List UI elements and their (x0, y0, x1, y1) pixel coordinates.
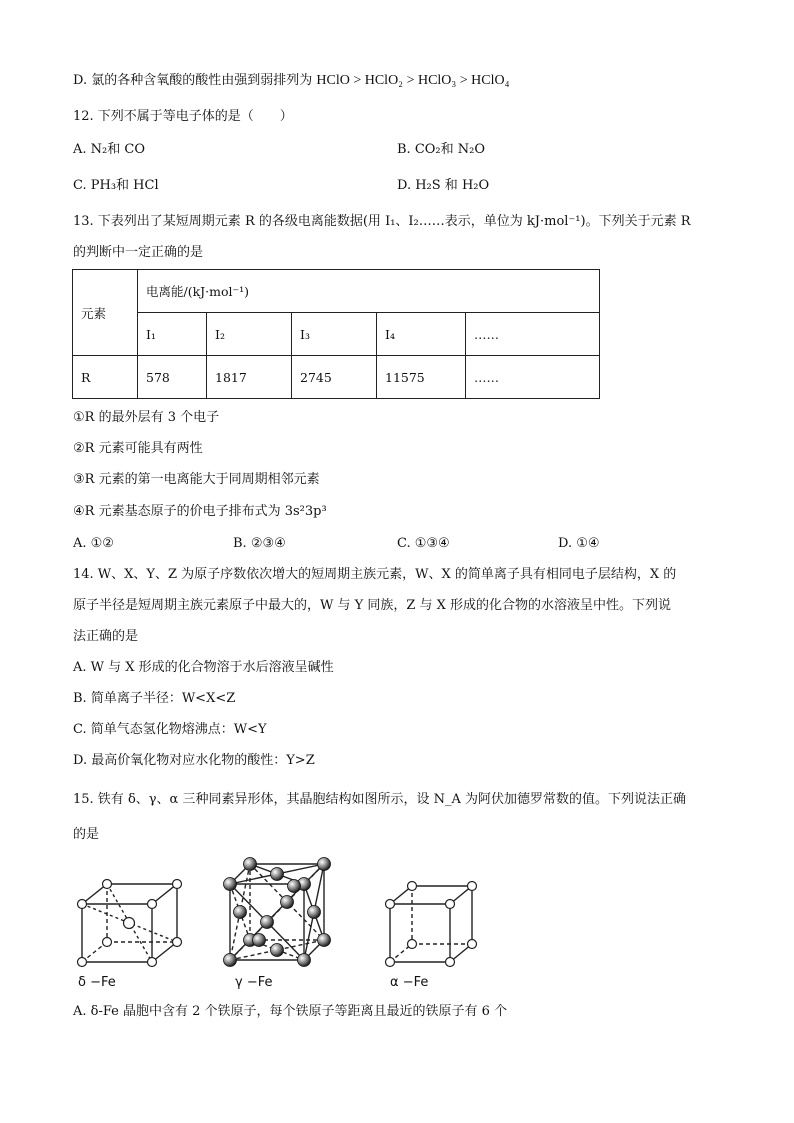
table-cell: I₃ (292, 313, 377, 356)
table-cell: 2745 (292, 356, 377, 399)
atom (261, 916, 274, 929)
option-text: 氯的各种含氧酸的酸性由强到弱排列为 (91, 73, 313, 88)
atom (446, 958, 455, 967)
table-header-energy: 电离能/(kJ·mol⁻¹) (138, 270, 600, 313)
atom (298, 954, 311, 967)
q15-stem-line1: 15. 铁有 δ、γ、α 三种同素异形体，其晶胞结构如图所示，设 N_A 为阿伏加德罗常数的值。下列说法正确 (73, 792, 686, 807)
q13-statement: ③R 元素的第一电离能大于同周期相邻元素 (73, 472, 320, 487)
table-cell: 578 (138, 356, 207, 399)
atom (468, 940, 477, 949)
table-cell: I₁ (138, 313, 207, 356)
option-d-line (73, 72, 510, 90)
atom (148, 958, 157, 967)
alpha-fe-caption: α −Fe (390, 975, 429, 990)
alpha-fe-cell (386, 882, 477, 967)
table-header-element: 元素 (73, 270, 138, 356)
table-cell: I₂ (207, 313, 292, 356)
table-cell: R (73, 356, 138, 399)
q14-stem-line2: 原子半径是短周期主族元素原子中最大的，W 与 Y 同族，Z 与 X 形成的化合物的水溶液呈中性。下列说 (73, 598, 672, 613)
atom (148, 900, 157, 909)
q13-option-b: B. ②③④ (233, 536, 286, 551)
gamma-fe-cell (224, 858, 331, 967)
q13-statement: ①R 的最外层有 3 个电子 (73, 410, 220, 425)
q12-option-a: A. N₂和 CO (73, 142, 145, 157)
atom (103, 880, 112, 889)
table-row (73, 313, 600, 356)
atom (78, 900, 87, 909)
table-cell: …… (466, 356, 600, 399)
q12-stem: 12. 下列不属于等电子体的是（ ） (73, 109, 293, 124)
q13-statement: ②R 元素可能具有两性 (73, 441, 203, 456)
atom (468, 882, 477, 891)
q14-option-b: B. 简单离子半径：W<X<Z (73, 691, 236, 706)
q13-stem-line1: 13. 下表列出了某短周期元素 R 的各级电离能数据(用 I₁、I₂……表示，单位为 kJ·mol⁻¹)。下列关于元素 R (73, 214, 691, 229)
q15-stem-line2: 的是 (73, 827, 100, 842)
q13-stem-line2: 的判断中一定正确的是 (73, 245, 204, 260)
q13-option-d: D. ①④ (558, 536, 600, 551)
acid-order-formula: HClO > HClO₂ > HClO₃ > HClO₄ (316, 73, 510, 88)
iron-unit-cells-figure (70, 852, 490, 970)
atom (281, 896, 294, 909)
q14-option-a: A. W 与 X 形成的化合物溶于水后溶液呈碱性 (73, 660, 334, 675)
delta-fe-caption: δ −Fe (78, 975, 116, 990)
q12-option-c: C. PH₃和 HCl (73, 178, 159, 193)
atom (234, 906, 247, 919)
atom (103, 938, 112, 947)
atom (124, 918, 135, 929)
atom (173, 938, 182, 947)
option-label: D. (73, 73, 88, 88)
table-cell: 1817 (207, 356, 292, 399)
table-cell: 11575 (377, 356, 466, 399)
q13-option-a: A. ①② (73, 536, 114, 551)
atom (408, 940, 417, 949)
table-cell: I₄ (377, 313, 466, 356)
atom (288, 880, 301, 893)
atom (253, 934, 266, 947)
q14-stem-line3: 法正确的是 (73, 629, 139, 644)
table-row (73, 356, 600, 399)
atom (244, 858, 257, 871)
atom (308, 906, 321, 919)
atom (386, 958, 395, 967)
atom (446, 900, 455, 909)
q13-option-c: C. ①③④ (397, 536, 450, 551)
q12-option-d: D. H₂S 和 H₂O (397, 178, 490, 193)
q13-statement: ④R 元素基态原子的价电子排布式为 3s²3p³ (73, 504, 327, 519)
atom (173, 880, 182, 889)
q14-stem-line1: 14. W、X、Y、Z 为原子序数依次增大的短周期主族元素，W、X 的简单离子具有相同电子层结构，X 的 (73, 567, 677, 582)
atom (271, 944, 284, 957)
q15-option-a: A. δ-Fe 晶胞中含有 2 个铁原子，每个铁原子等距离且最近的铁原子有 6 个 (73, 1004, 508, 1019)
atom (78, 958, 87, 967)
table-cell: …… (466, 313, 600, 356)
q12-option-b: B. CO₂和 N₂O (397, 142, 486, 157)
gamma-fe-caption: γ −Fe (235, 975, 273, 990)
atom (224, 954, 237, 967)
atom (408, 882, 417, 891)
atom (318, 858, 331, 871)
atom (318, 934, 331, 947)
atom (386, 900, 395, 909)
atom (224, 878, 237, 891)
q14-option-d: D. 最高价氧化物对应水化物的酸性：Y>Z (73, 753, 315, 768)
q14-option-c: C. 简单气态氢化物熔沸点：W<Y (73, 722, 267, 737)
ionization-energy-table (72, 269, 600, 399)
atom (271, 868, 284, 881)
